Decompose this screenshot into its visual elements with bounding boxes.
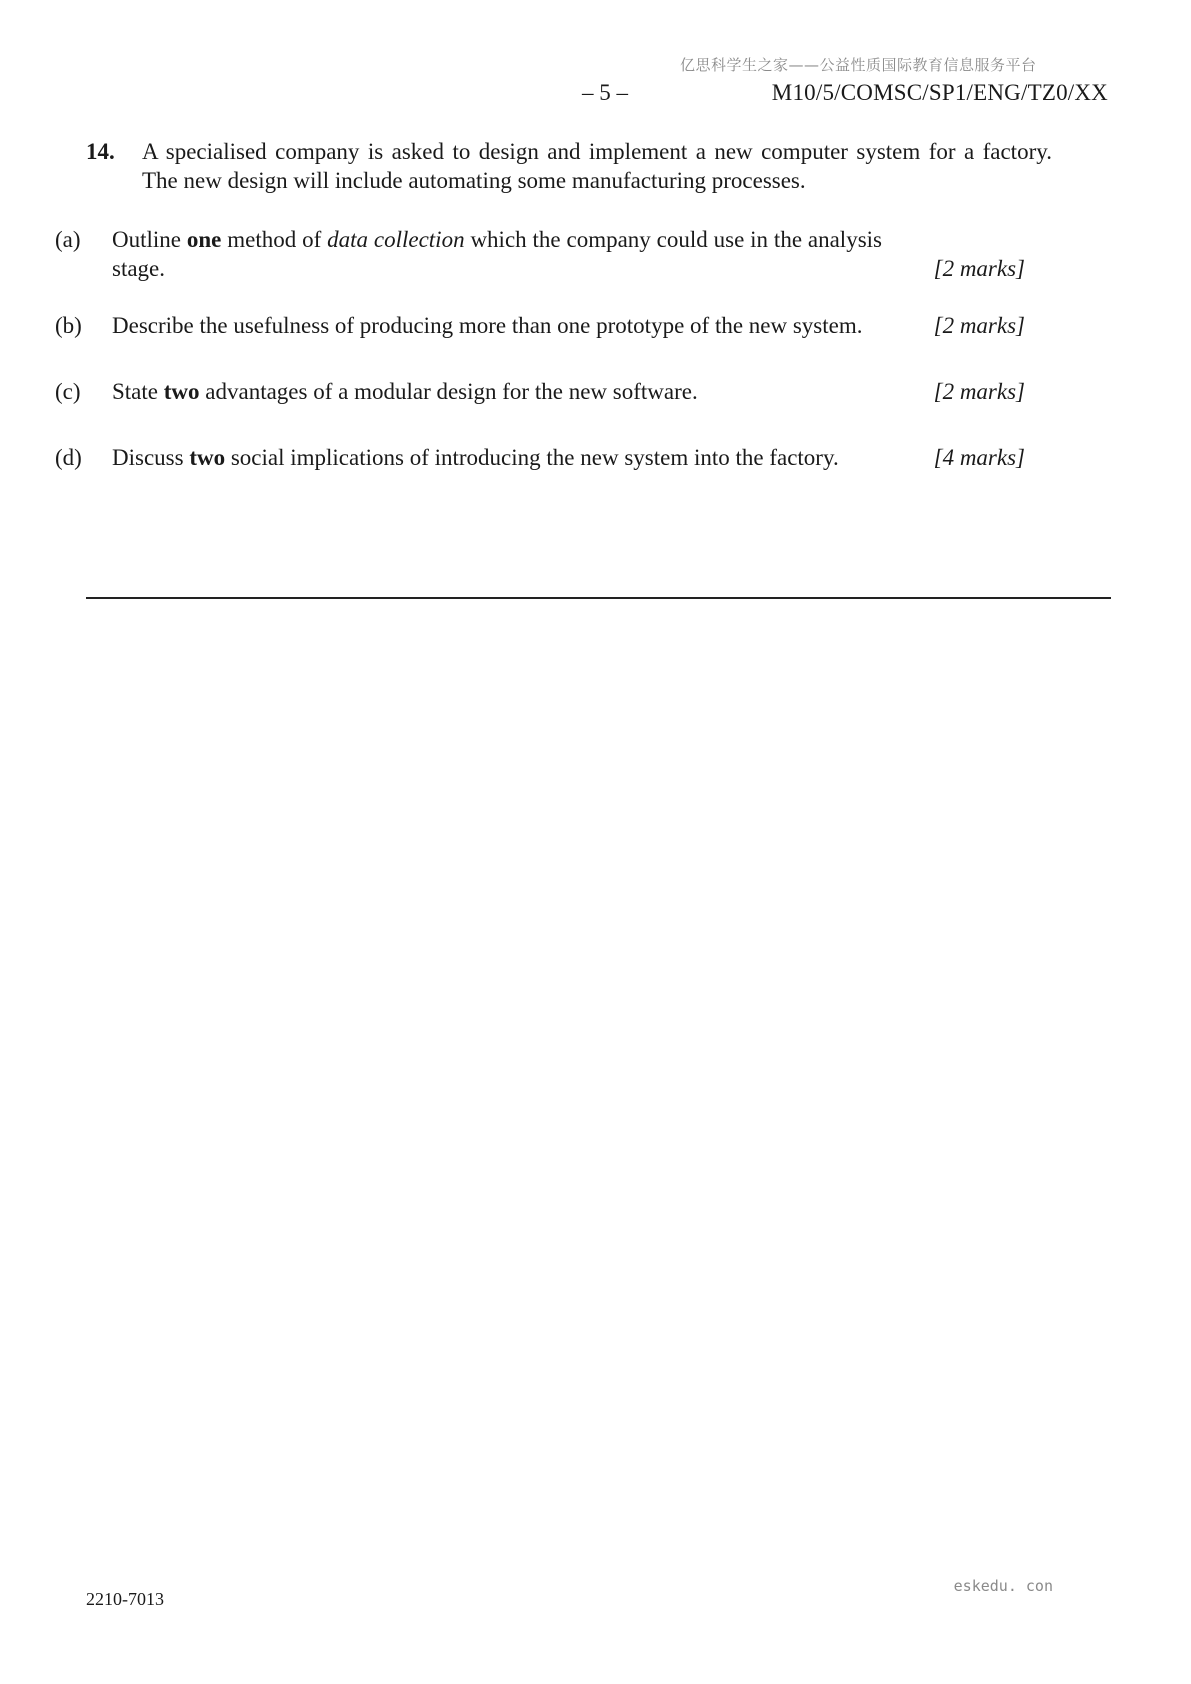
footer-code: 2210-7013 — [86, 1589, 164, 1609]
part-marks: [2 marks] — [933, 313, 1025, 338]
paper-code: M10/5/COMSC/SP1/ENG/TZ0/XX — [771, 80, 1108, 105]
part-label: (a) — [55, 227, 81, 252]
part-marks: [4 marks] — [933, 445, 1025, 470]
question-number: 14. — [86, 139, 115, 164]
footer-watermark: eskedu. con — [953, 1577, 1053, 1595]
part-label: (c) — [55, 379, 81, 404]
part-text: Describe the usefulness of producing more than one prototype of the new system. — [112, 313, 863, 338]
part-text: Discuss two social implications of introducing the new system into the factory. — [112, 445, 839, 470]
question-stem: A specialised company is asked to design and implement a new computer system for a factory. The new design will include automating some manufacturing processes. — [142, 139, 1052, 193]
part-text: State two advantages of a modular design for the new software. — [112, 379, 698, 404]
part-label: (d) — [55, 445, 82, 470]
part-label: (b) — [55, 313, 82, 338]
page-number: – 5 – — [582, 80, 628, 105]
part-text: Outline one method of data collection which the company could use in the analysis stage. — [112, 227, 882, 281]
header-watermark: 亿思科学生之家——公益性质国际教育信息服务平台 — [680, 56, 1037, 74]
part-marks: [2 marks] — [933, 256, 1025, 281]
section-divider — [86, 597, 1111, 599]
part-marks: [2 marks] — [933, 379, 1025, 404]
